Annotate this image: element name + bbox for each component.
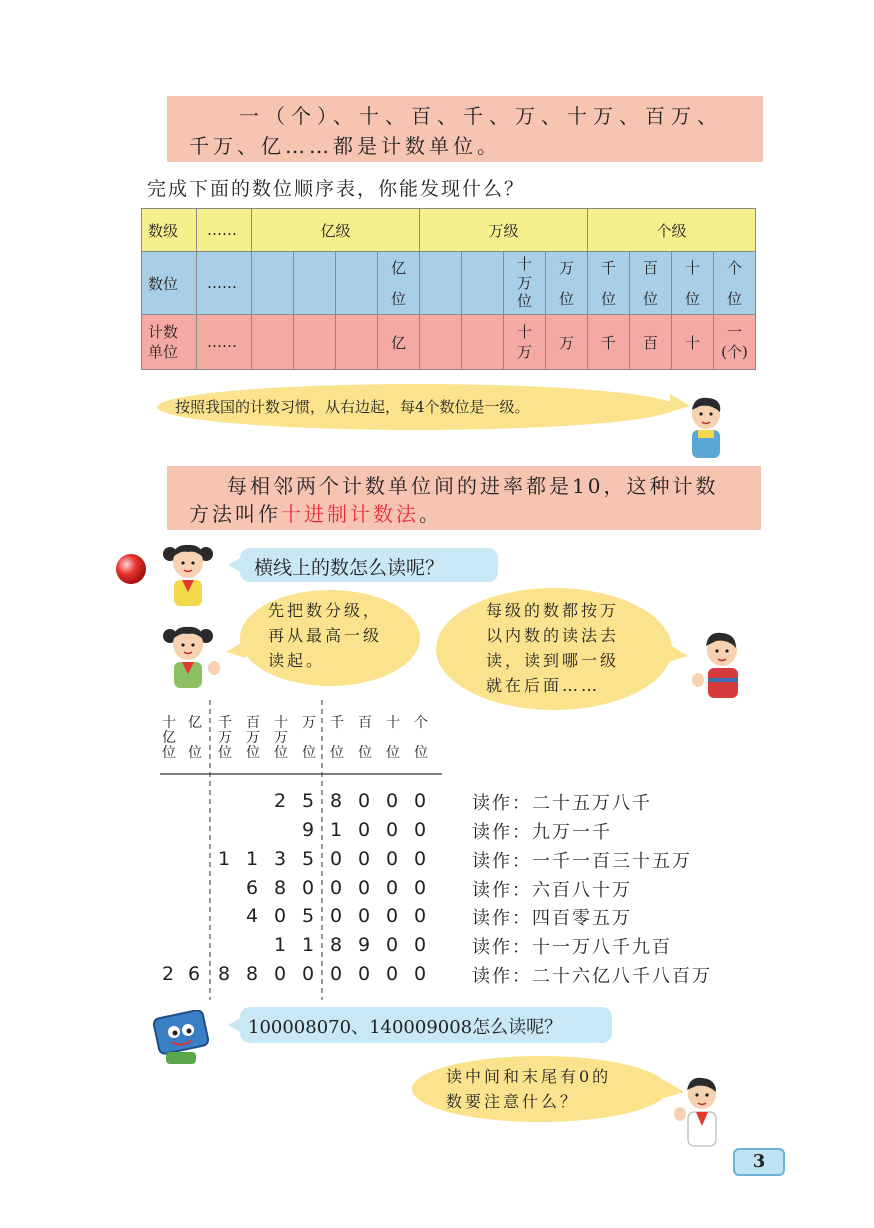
- place-shi: 十 位: [672, 252, 714, 315]
- digit: 6: [246, 877, 259, 899]
- digit: 0: [358, 790, 371, 812]
- red-ball-icon: [114, 552, 148, 586]
- digit: 3: [274, 848, 287, 870]
- girl-icon: [160, 620, 226, 690]
- digit: 0: [274, 905, 287, 927]
- unit-yi: 亿: [378, 315, 420, 370]
- blank-cell[interactable]: [294, 252, 336, 315]
- bubble-text: 读中间和末尾有0的 数要注意什么？: [446, 1067, 612, 1111]
- reading-text: 读作：六百八十万: [472, 880, 632, 901]
- digit: 0: [414, 877, 427, 899]
- ellipsis-cell: ……: [197, 252, 252, 315]
- group-wan: 万级: [420, 209, 588, 252]
- header-qianwan: 千 万 位: [218, 715, 232, 761]
- digit: 1: [330, 819, 343, 841]
- digit: 0: [386, 934, 399, 956]
- digit-grid-lines: [150, 700, 450, 1000]
- boy-thought-bubble: [436, 588, 672, 710]
- blank-cell[interactable]: [294, 315, 336, 370]
- blank-cell[interactable]: [462, 252, 504, 315]
- digit: 0: [358, 877, 371, 899]
- digit: 0: [358, 848, 371, 870]
- digit: 6: [188, 963, 201, 985]
- group-yi: 亿级: [252, 209, 420, 252]
- digit: 1: [302, 934, 315, 956]
- digit: 0: [414, 934, 427, 956]
- row-label-unit: 计数 单位: [142, 315, 197, 370]
- digit: 4: [246, 905, 259, 927]
- reading-text: 读作：十一万八千九百: [472, 937, 672, 958]
- blank-cell[interactable]: [420, 315, 462, 370]
- digit: 5: [302, 790, 315, 812]
- digit: 0: [414, 819, 427, 841]
- decimal-system-definition: [167, 466, 761, 530]
- blank-cell[interactable]: [462, 315, 504, 370]
- bubble-tail: [668, 644, 688, 664]
- boy-icon: [690, 628, 750, 700]
- digit: 9: [302, 819, 315, 841]
- place-wan: 万 位: [546, 252, 588, 315]
- header-shi: 十 位: [386, 715, 400, 761]
- unit-shi: 十: [672, 315, 714, 370]
- header-wan: 万 位: [302, 715, 316, 761]
- reading-text: 读作：四百零五万: [472, 908, 632, 929]
- reading-text: 读作：九万一千: [472, 822, 612, 843]
- place-shiwan: 十 万 位: [504, 252, 546, 315]
- row-label-place: 数位: [142, 252, 197, 315]
- digit: 1: [246, 848, 259, 870]
- question-bubble-2: [240, 1007, 612, 1043]
- place-ge: 个 位: [714, 252, 756, 315]
- boy-icon: [672, 1074, 728, 1148]
- level-row: [142, 209, 756, 252]
- digit: 0: [386, 819, 399, 841]
- digit: 1: [274, 934, 287, 956]
- blank-cell[interactable]: [336, 252, 378, 315]
- page-number: 3: [733, 1148, 785, 1176]
- tip-text: 按照我国的计数习惯，从右边起，每4个数位是一级。: [175, 398, 530, 416]
- unit-wan: 万: [546, 315, 588, 370]
- header-shiyi: 十 亿 位: [162, 715, 176, 761]
- definition-line-2: 千万、亿……都是计数单位。: [189, 134, 501, 158]
- place-value-table: [141, 208, 756, 370]
- place-yi: 亿 位: [378, 252, 420, 315]
- digit: 5: [302, 905, 315, 927]
- reading-text: 读作：二十六亿八千八百万: [472, 966, 712, 987]
- definition-line-1: 一（个）、十、百、千、万、十万、百万、: [239, 104, 723, 128]
- digit: 5: [302, 848, 315, 870]
- digit: 2: [162, 963, 175, 985]
- digit: 2: [274, 790, 287, 812]
- digit: 0: [414, 790, 427, 812]
- digit: 0: [386, 905, 399, 927]
- unit-row: [142, 315, 756, 370]
- digit: 0: [358, 905, 371, 927]
- group-ge: 个级: [588, 209, 756, 252]
- digit: 8: [330, 934, 343, 956]
- digit: 0: [414, 905, 427, 927]
- girl-thought-bubble: [240, 590, 420, 686]
- question-text: 横线上的数怎么读呢？: [254, 557, 445, 579]
- header-qian: 千 位: [330, 715, 344, 761]
- ellipsis-cell: ……: [197, 209, 252, 252]
- blank-cell[interactable]: [252, 315, 294, 370]
- header-yi: 亿 位: [188, 715, 202, 761]
- digit: 8: [274, 877, 287, 899]
- digit: 0: [330, 963, 343, 985]
- ellipsis-cell: ……: [197, 315, 252, 370]
- digit: 8: [330, 790, 343, 812]
- robot-icon: [148, 1010, 214, 1066]
- digit: 0: [386, 848, 399, 870]
- boy-question-bubble: [412, 1056, 668, 1122]
- digit: 0: [386, 877, 399, 899]
- digit: 0: [330, 905, 343, 927]
- digit: 9: [358, 934, 371, 956]
- digit: 0: [302, 877, 315, 899]
- digit: 0: [274, 963, 287, 985]
- unit-bai: 百: [630, 315, 672, 370]
- bubble-tail: [226, 640, 246, 660]
- bubble-text: 先把数分级， 再从最高一级 读起。: [268, 601, 383, 670]
- digit: 0: [386, 963, 399, 985]
- digit: 1: [218, 848, 231, 870]
- blank-cell[interactable]: [420, 252, 462, 315]
- digit: 0: [414, 963, 427, 985]
- unit-ge: 一 (个): [714, 315, 756, 370]
- reading-text: 读作：二十五万八千: [472, 793, 652, 814]
- header-shiwan: 十 万 位: [274, 715, 288, 761]
- digit: 8: [218, 963, 231, 985]
- place-bai: 百 位: [630, 252, 672, 315]
- unit-shiwan: 十 万: [504, 315, 546, 370]
- bubble-text: 每级的数都按万 以内数的读法去 读，读到哪一级 就在后面……: [486, 601, 620, 695]
- digit: 0: [414, 848, 427, 870]
- header-ge: 个 位: [414, 715, 428, 761]
- header-baiwan: 百 万 位: [246, 715, 260, 761]
- digit: 8: [246, 963, 259, 985]
- digit: 0: [358, 819, 371, 841]
- row-label-level: 数级: [142, 209, 197, 252]
- blank-cell[interactable]: [336, 315, 378, 370]
- table-prompt: 完成下面的数位顺序表，你能发现什么？: [147, 178, 526, 200]
- place-row: [142, 252, 756, 315]
- tip-bubble: [157, 384, 677, 430]
- question-text: 100008070、140009008怎么读呢？: [248, 1017, 563, 1038]
- definition2-line-1: 每相邻两个计数单位间的进率都是10，这种计数: [227, 474, 719, 498]
- digit: 0: [386, 790, 399, 812]
- definition2-line-2: 方法叫作十进制计数法。: [189, 502, 442, 526]
- counting-units-definition: [167, 96, 763, 162]
- girl-icon: [160, 540, 218, 606]
- question-bubble-1: [240, 548, 498, 582]
- header-bai: 百 位: [358, 715, 372, 761]
- digit: 0: [358, 963, 371, 985]
- boy-icon: [682, 394, 732, 460]
- place-qian: 千 位: [588, 252, 630, 315]
- unit-qian: 千: [588, 315, 630, 370]
- reading-text: 读作：一千一百三十五万: [472, 851, 692, 872]
- digit: 0: [302, 963, 315, 985]
- digit: 0: [330, 877, 343, 899]
- blank-cell[interactable]: [252, 252, 294, 315]
- digit: 0: [330, 848, 343, 870]
- key-term: 十进制计数法: [281, 502, 419, 526]
